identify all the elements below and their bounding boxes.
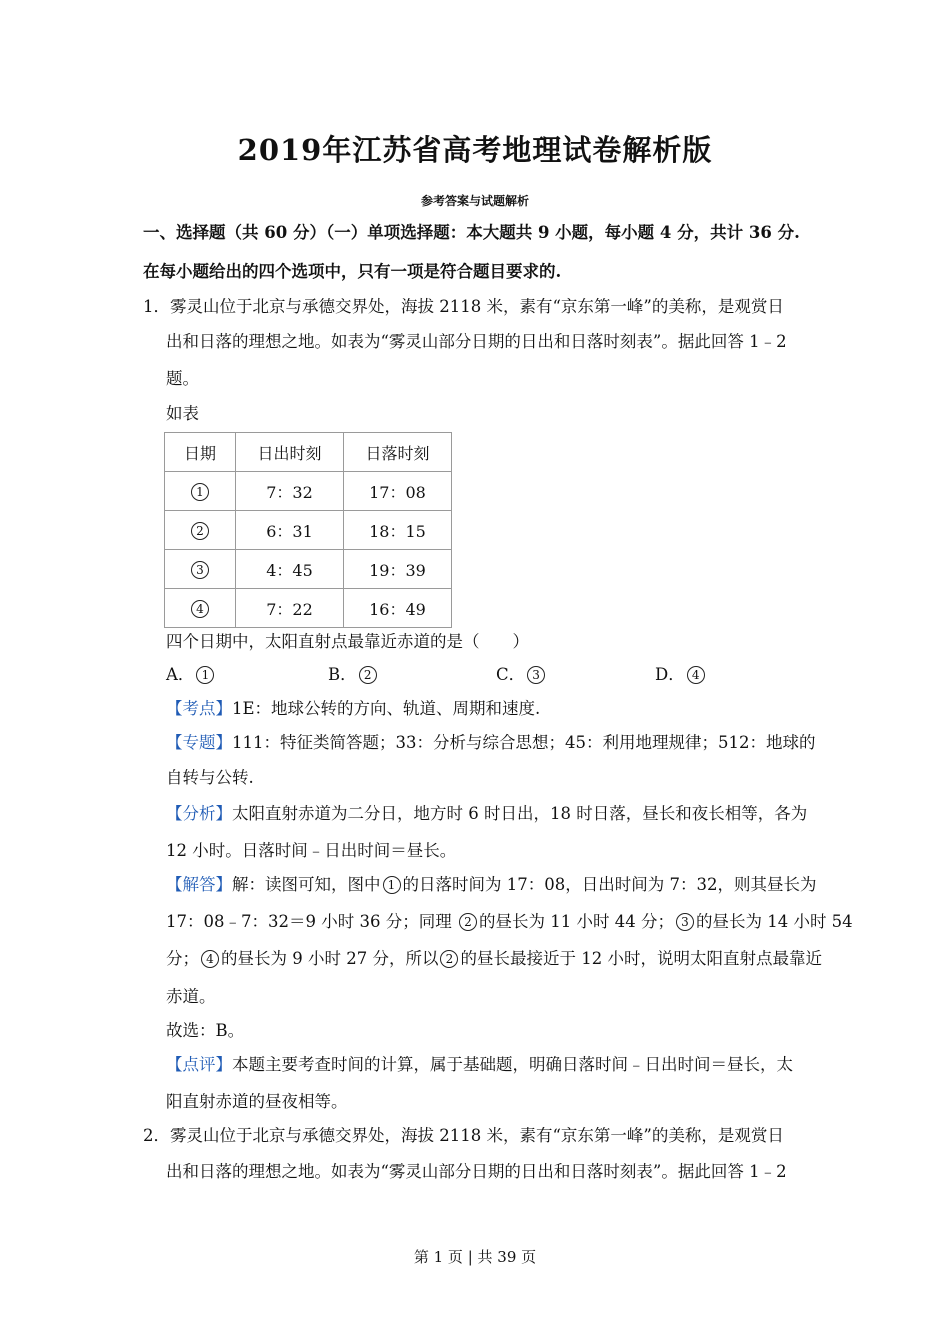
table-cell: 18：15 xyxy=(344,511,452,550)
table-cell: 4：45 xyxy=(236,550,344,589)
circled-number: 2 xyxy=(191,522,209,540)
table-header-row xyxy=(165,433,452,472)
circled-number: 2 xyxy=(459,913,477,931)
dianping-tag: 【点评】 xyxy=(166,1055,232,1074)
circled-number: 4 xyxy=(191,600,209,618)
circled-number: 3 xyxy=(191,561,209,579)
jieda-line2: 17：08﹣7：32＝9 小时 36 分；同理 2 的昼长为 11 小时 44 分； 3 的昼长为 14 小时 54 xyxy=(166,912,853,931)
circled-number: 4 xyxy=(687,666,705,684)
table-cell: 7：32 xyxy=(236,472,344,511)
document-subtitle: 参考答案与试题解析 xyxy=(420,194,529,208)
circled-number: 2 xyxy=(359,666,377,684)
q2-line2: 出和日落的理想之地。如表为“雾灵山部分日期的日出和日落时刻表”。据此回答 1﹣2 xyxy=(166,1162,787,1181)
circled-number: 3 xyxy=(527,666,545,684)
table-row xyxy=(165,511,452,550)
circled-number: 1 xyxy=(196,666,214,684)
document-title: 2019年江苏省高考地理试卷解析版 xyxy=(237,133,713,167)
table-row xyxy=(165,550,452,589)
option-a: A． 1 xyxy=(166,664,216,686)
table-row xyxy=(165,472,452,511)
dianping-line2: 阳直射赤道的昼夜相等。 xyxy=(166,1092,348,1111)
jieda-tag: 【解答】 xyxy=(166,875,232,894)
circled-number: 4 xyxy=(201,950,219,968)
table-cell: 16：49 xyxy=(344,589,452,628)
jieda-line4: 赤道。 xyxy=(166,987,216,1006)
table-header-cell: 日期 xyxy=(165,433,236,472)
kaodian-tag: 【考点】 xyxy=(166,699,232,718)
q1-stem: 四个日期中，太阳直射点最靠近赤道的是（ ） xyxy=(166,632,529,651)
fenxi-tag: 【分析】 xyxy=(166,804,232,823)
q1-line4: 如表 xyxy=(166,404,199,423)
circled-number: 3 xyxy=(676,913,694,931)
option-d: D． 4 xyxy=(655,664,707,686)
circled-number: 2 xyxy=(440,950,458,968)
kaodian: 【考点】1E：地球公转的方向、轨道、周期和速度. xyxy=(166,699,541,718)
zhuanti-tag: 【专题】 xyxy=(166,733,232,752)
option-c: C． 3 xyxy=(496,664,547,686)
fenxi-line1: 【分析】太阳直射赤道为二分日，地方时 6 时日出，18 时日落，昼长和夜长相等，各为 xyxy=(166,804,808,823)
section-heading-line2: 在每小题给出的四个选项中，只有一项是符合题目要求的. xyxy=(143,262,562,281)
answer-line: 故选：B。 xyxy=(166,1021,245,1040)
q1-line1: 1．雾灵山位于北京与承德交界处，海拔 2118 米，素有“京东第一峰”的美称，是观赏日 xyxy=(143,297,784,316)
table-cell: 17：08 xyxy=(344,472,452,511)
zhuanti-line1: 【专题】111：特征类简答题；33：分析与综合思想；45：利用地理规律；512：地球的 xyxy=(166,733,816,752)
q2-line1: 2．雾灵山位于北京与承德交界处，海拔 2118 米，素有“京东第一峰”的美称，是观赏日 xyxy=(143,1126,784,1145)
circled-number: 1 xyxy=(191,483,209,501)
section-heading-line1: 一、选择题（共 60 分）（一）单项选择题：本大题共 9 小题，每小题 4 分，共计 36 分. xyxy=(143,223,800,242)
page-footer: 第 1 页 | 共 39 页 xyxy=(413,1248,537,1266)
table-row xyxy=(165,589,452,628)
circled-number: 1 xyxy=(383,876,401,894)
fenxi-line2: 12 小时。日落时间﹣日出时间＝昼长。 xyxy=(166,841,457,860)
sunrise-sunset-table xyxy=(164,432,452,628)
jieda-line1: 【解答】解：读图可知，图中 1 的日落时间为 17：08，日出时间为 7：32，则其昼长为 xyxy=(166,875,817,894)
dianping-line1: 【点评】本题主要考查时间的计算，属于基础题，明确日落时间﹣日出时间＝昼长，太 xyxy=(166,1055,793,1074)
zhuanti-line2: 自转与公转. xyxy=(166,768,254,787)
jieda-line3: 分； 4 的昼长为 9 小时 27 分，所以 2 的昼长最接近于 12 小时，说明太阳直射点最靠近 xyxy=(166,949,822,968)
q1-line3: 题。 xyxy=(166,369,199,388)
table-header-cell: 日出时刻 xyxy=(236,433,344,472)
table-header-cell: 日落时刻 xyxy=(344,433,452,472)
table-cell: 7：22 xyxy=(236,589,344,628)
option-b: B． 2 xyxy=(328,664,379,686)
table-cell: 19：39 xyxy=(344,550,452,589)
q1-line2: 出和日落的理想之地。如表为“雾灵山部分日期的日出和日落时刻表”。据此回答 1﹣2 xyxy=(166,332,787,351)
table-cell: 6：31 xyxy=(236,511,344,550)
